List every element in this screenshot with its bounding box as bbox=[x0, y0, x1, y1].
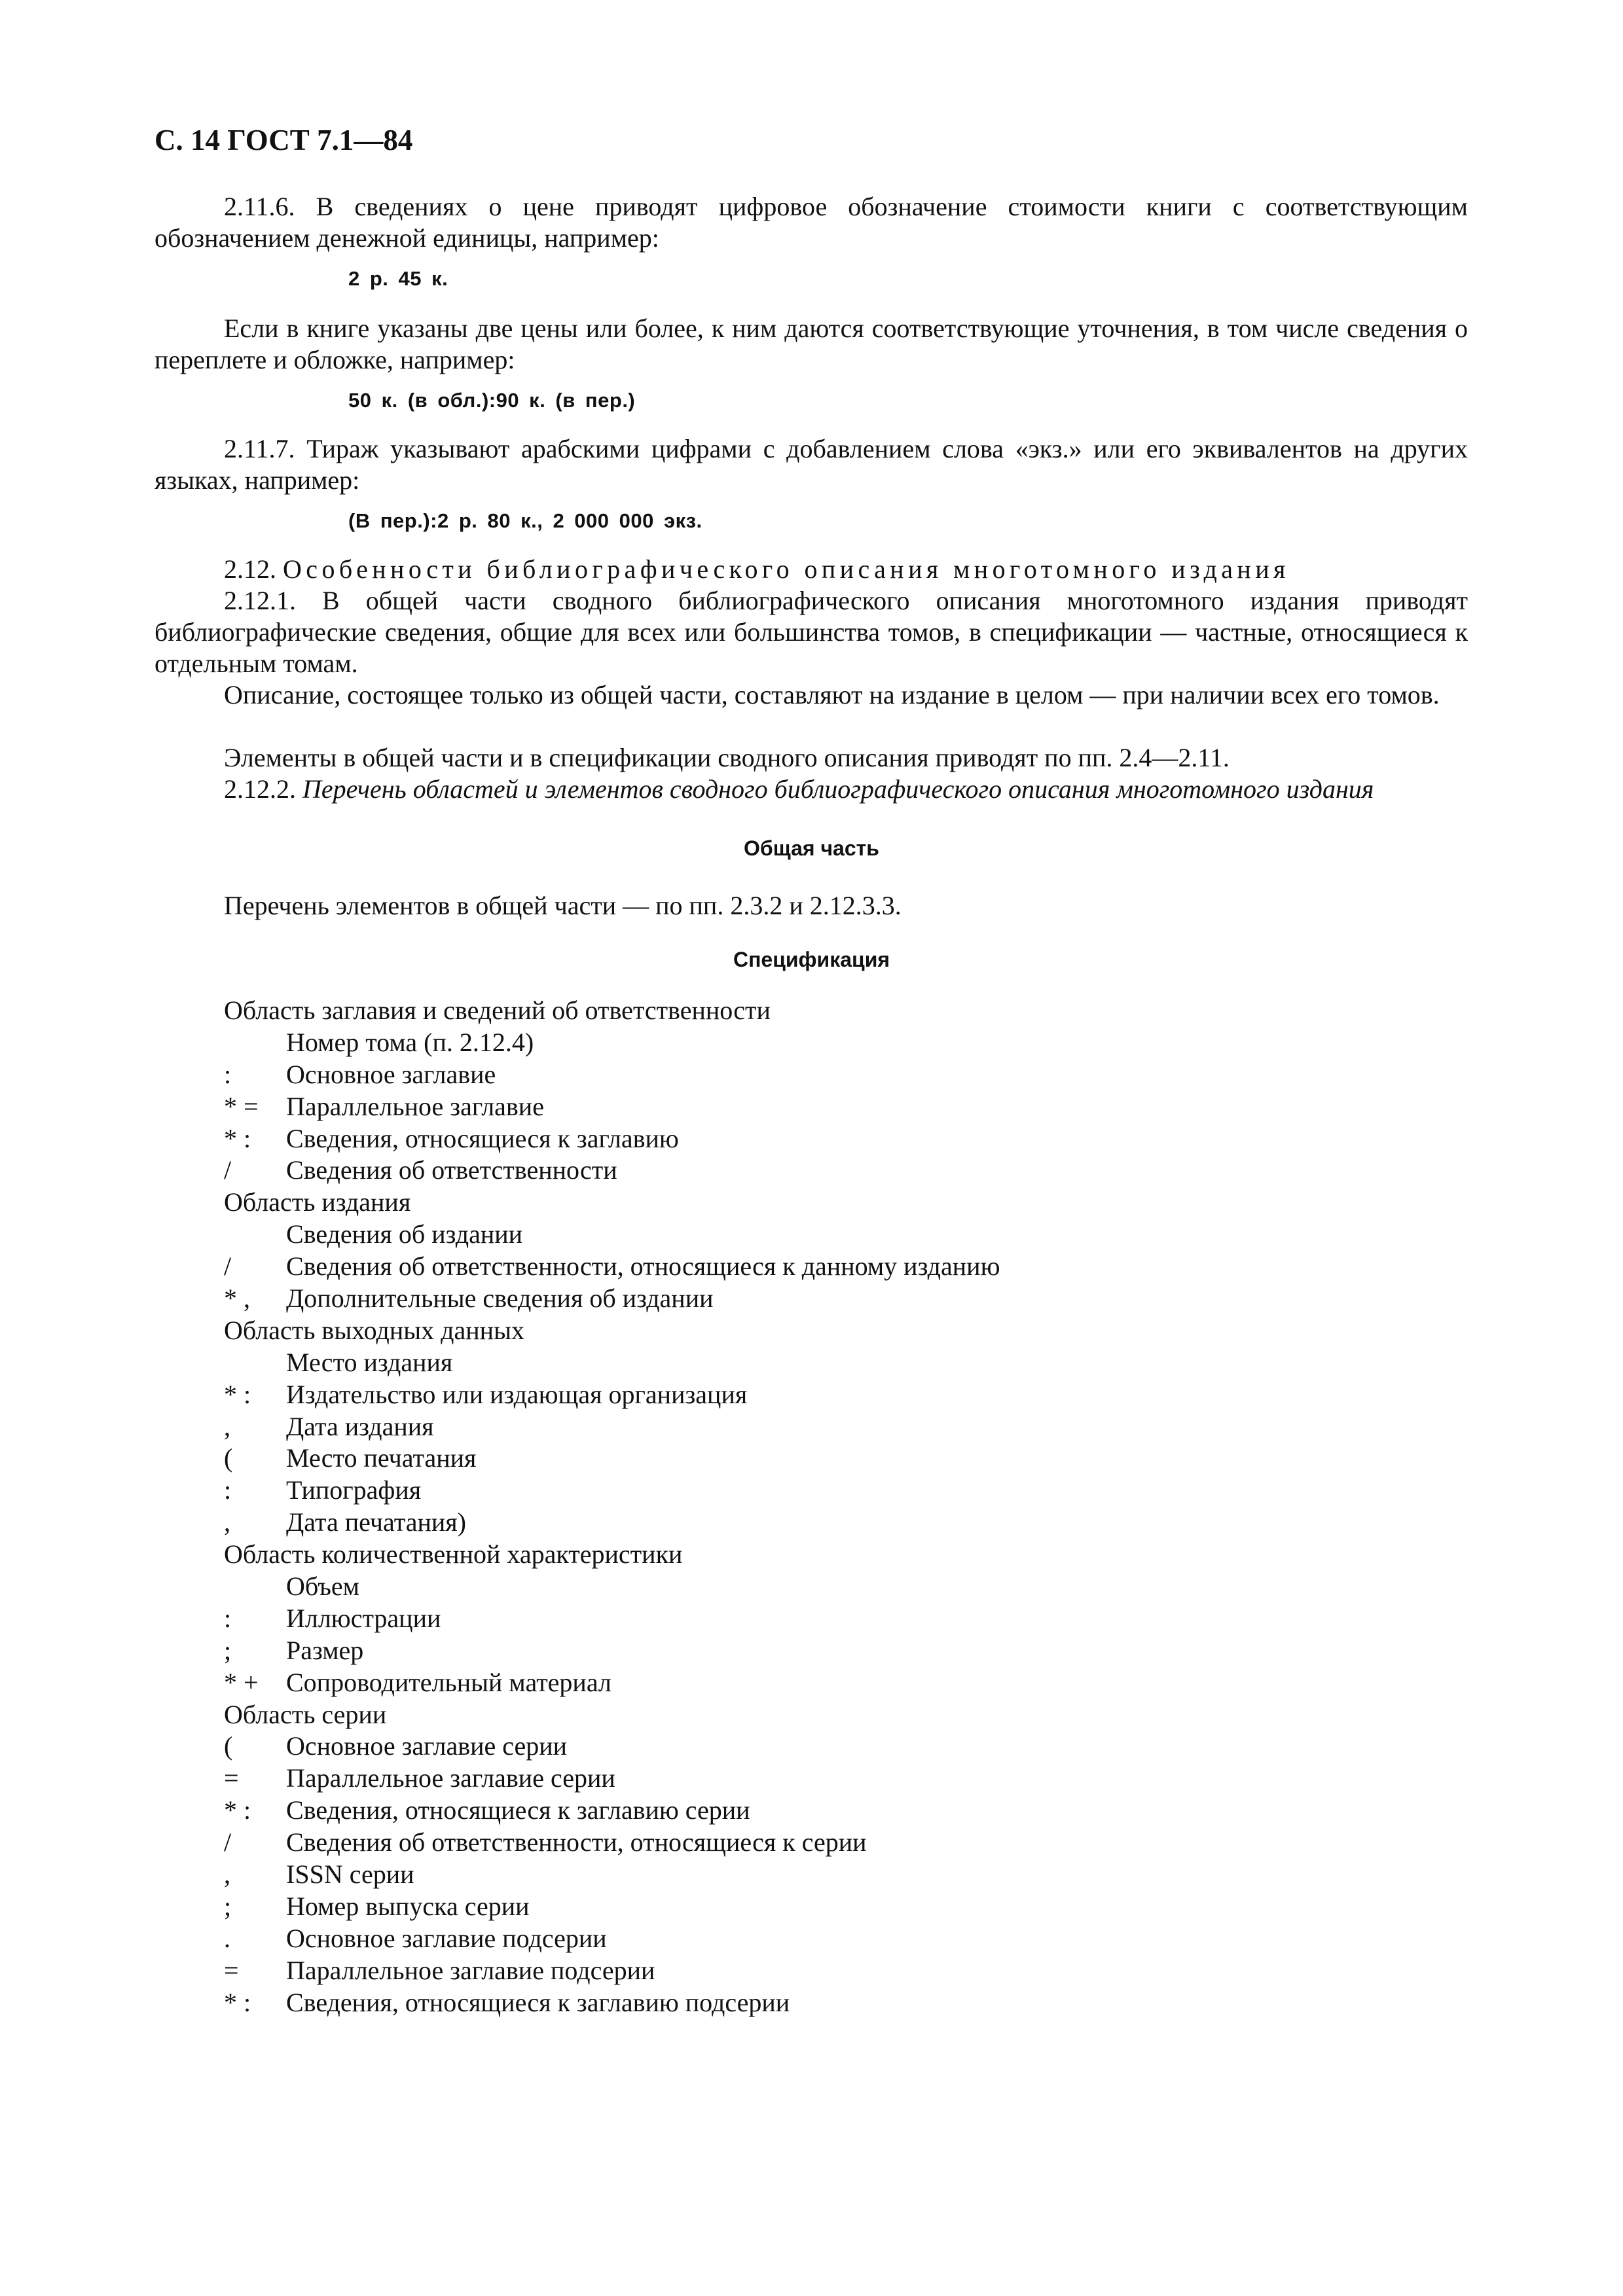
spec-element-text: Иллюстрации bbox=[286, 1603, 441, 1633]
spec-element-row bbox=[224, 1507, 1468, 1539]
spec-punctuation-mark: ; bbox=[224, 1635, 232, 1665]
spec-element-row bbox=[224, 1955, 1468, 1987]
spec-element-row bbox=[224, 1443, 1468, 1475]
spec-element-text: Номер тома (п. 2.12.4) bbox=[286, 1027, 534, 1057]
paragraph-general-list: Перечень элементов в общей части — по пп. 2.3.2 и 2.12.3.3. bbox=[224, 891, 902, 920]
paragraph-elements: Элементы в общей части и в спецификации сводного описания приводят по пп. 2.4—2.11. bbox=[224, 743, 1230, 772]
spec-punctuation-mark: / bbox=[224, 1155, 232, 1185]
spec-element-text: Сведения, относящиеся к заглавию серии bbox=[286, 1795, 750, 1825]
spec-element-text: Область серии bbox=[224, 1699, 387, 1729]
spec-element-text: Объем bbox=[286, 1571, 359, 1602]
spec-punctuation-mark: * : bbox=[224, 1987, 251, 2017]
spec-area-heading bbox=[224, 1187, 1468, 1219]
subheading-specification: Спецификация bbox=[733, 948, 890, 971]
spec-area-heading bbox=[224, 1539, 1468, 1571]
spec-element-text: Область издания bbox=[224, 1187, 411, 1217]
spec-element-text: Сопроводительный материал bbox=[286, 1667, 611, 1697]
spec-punctuation-mark: = bbox=[224, 1955, 239, 1985]
spec-element-row bbox=[224, 1027, 1468, 1059]
spec-punctuation-mark: ( bbox=[224, 1443, 233, 1473]
spec-element-text: Дата печатания) bbox=[286, 1507, 466, 1537]
spec-element-text: Сведения об издании bbox=[286, 1219, 523, 1249]
paragraph-two-prices: Если в книге указаны две цены или более, к ним даются соответствующие уточнения, в том числе сведения о переплете и обложке, например: bbox=[155, 314, 1468, 374]
paragraph-2-12-2-number: 2.12.2. bbox=[224, 774, 296, 804]
spec-punctuation-mark: * : bbox=[224, 1795, 251, 1825]
spec-punctuation-mark: ; bbox=[224, 1891, 232, 1921]
spec-element-row bbox=[224, 1987, 1468, 2019]
spec-element-row bbox=[224, 1603, 1468, 1635]
spec-element-row bbox=[224, 1091, 1468, 1123]
heading-2-12-title: Особенности библиографического описания многотомного издания bbox=[283, 554, 1290, 584]
spec-element-row bbox=[224, 1827, 1468, 1859]
spec-punctuation-mark: : bbox=[224, 1475, 232, 1505]
spec-element-text: Типография bbox=[286, 1475, 422, 1505]
subheading-general-part: Общая часть bbox=[744, 836, 879, 860]
spec-element-text: Параллельное заглавие bbox=[286, 1091, 544, 1121]
spec-element-text: Область выходных данных bbox=[224, 1315, 524, 1345]
spec-element-row bbox=[224, 1475, 1468, 1507]
spec-punctuation-mark: , bbox=[224, 1859, 230, 1890]
spec-element-row bbox=[224, 1635, 1468, 1667]
spec-element-text: Номер выпуска серии bbox=[286, 1891, 530, 1921]
spec-element-text: Место печатания bbox=[286, 1443, 477, 1473]
spec-punctuation-mark: / bbox=[224, 1827, 232, 1857]
spec-element-text: Дополнительные сведения об издании bbox=[286, 1283, 714, 1314]
spec-element-row bbox=[224, 1347, 1468, 1379]
page-header: С. 14 ГОСТ 7.1—84 bbox=[155, 124, 413, 156]
spec-element-row bbox=[224, 1411, 1468, 1443]
spec-element-text: ISSN серии bbox=[286, 1859, 414, 1890]
spec-element-text: Параллельное заглавие подсерии bbox=[286, 1955, 655, 1985]
spec-element-text: Основное заглавие bbox=[286, 1059, 496, 1089]
spec-punctuation-mark: * : bbox=[224, 1123, 251, 1153]
spec-element-row bbox=[224, 1219, 1468, 1251]
spec-element-row bbox=[224, 1155, 1468, 1187]
spec-punctuation-mark: * + bbox=[224, 1667, 259, 1697]
spec-punctuation-mark: / bbox=[224, 1251, 232, 1282]
example-two-prices: 50 к. (в обл.):90 к. (в пер.) bbox=[348, 389, 636, 412]
spec-element-row bbox=[224, 1059, 1468, 1091]
spec-element-text: Сведения, относящиеся к заглавию подсерии bbox=[286, 1987, 790, 2017]
spec-area-heading bbox=[224, 1699, 1468, 1731]
spec-punctuation-mark: * = bbox=[224, 1091, 259, 1121]
spec-element-text: Область количественной характеристики bbox=[224, 1539, 683, 1570]
spec-punctuation-mark: * : bbox=[224, 1379, 251, 1409]
paragraph-2-12-2-title: Перечень областей и элементов сводного библиографического описания многотомного издания bbox=[302, 774, 1374, 804]
paragraph-2-12-2 bbox=[155, 774, 1468, 805]
paragraph-2-11-7: 2.11.7. Тираж указывают арабскими цифрами с добавлением слова «экз.» или его эквивалентов на других языках, например: bbox=[155, 434, 1468, 495]
spec-element-row bbox=[224, 1251, 1468, 1283]
heading-2-12 bbox=[155, 554, 1468, 585]
spec-element-row bbox=[224, 1923, 1468, 1955]
spec-punctuation-mark: . bbox=[224, 1923, 230, 1953]
spec-element-text: Издательство или издающая организация bbox=[286, 1379, 748, 1409]
spec-area-heading bbox=[224, 1315, 1468, 1347]
spec-punctuation-mark: * , bbox=[224, 1283, 250, 1314]
spec-element-text: Дата издания bbox=[286, 1411, 434, 1441]
spec-element-row bbox=[224, 1795, 1468, 1827]
paragraph-description: Описание, состоящее только из общей части, составляют на издание в целом — при наличии всех его томов. bbox=[224, 680, 1440, 709]
spec-element-row bbox=[224, 1731, 1468, 1763]
spec-element-text: Размер bbox=[286, 1635, 364, 1665]
spec-element-text: Основное заглавие серии bbox=[286, 1731, 568, 1761]
spec-punctuation-mark: ( bbox=[224, 1731, 233, 1761]
spec-punctuation-mark: : bbox=[224, 1059, 232, 1089]
specification-list bbox=[224, 995, 1468, 2019]
paragraph-2-12-1: 2.12.1. В общей части сводного библиографического описания многотомного издания приводят библиографические сведения, общие для всех или большинства томов, в спецификации — частные, относящиеся к отдельным томам. bbox=[155, 586, 1468, 678]
heading-2-12-number: 2.12. bbox=[224, 554, 276, 584]
spec-punctuation-mark: = bbox=[224, 1763, 239, 1793]
spec-element-text: Сведения об ответственности bbox=[286, 1155, 617, 1185]
spec-element-row bbox=[224, 1859, 1468, 1891]
spec-element-row bbox=[224, 1891, 1468, 1923]
spec-punctuation-mark: : bbox=[224, 1603, 232, 1633]
spec-element-text: Сведения об ответственности, относящиеся к данному изданию bbox=[286, 1251, 1000, 1282]
spec-element-row bbox=[224, 1571, 1468, 1603]
spec-element-text: Сведения об ответственности, относящиеся к серии bbox=[286, 1827, 867, 1857]
spec-element-text: Основное заглавие подсерии bbox=[286, 1923, 607, 1953]
spec-punctuation-mark: , bbox=[224, 1411, 230, 1441]
spec-element-text: Параллельное заглавие серии bbox=[286, 1763, 615, 1793]
spec-punctuation-mark: , bbox=[224, 1507, 230, 1537]
spec-element-row bbox=[224, 1283, 1468, 1315]
spec-area-heading bbox=[224, 995, 1468, 1027]
paragraph-2-11-6: 2.11.6. В сведениях о цене приводят цифровое обозначение стоимости книги с соответствующим обозначением денежной единицы, например: bbox=[155, 192, 1468, 253]
example-circulation: (В пер.):2 р. 80 к., 2 000 000 экз. bbox=[348, 509, 702, 532]
example-price: 2 р. 45 к. bbox=[348, 267, 448, 290]
spec-element-row bbox=[224, 1667, 1468, 1699]
spec-element-row bbox=[224, 1123, 1468, 1155]
spec-element-text: Сведения, относящиеся к заглавию bbox=[286, 1123, 679, 1153]
spec-element-text: Место издания bbox=[286, 1347, 453, 1377]
spec-element-row bbox=[224, 1763, 1468, 1795]
spec-element-text: Область заглавия и сведений об ответственности bbox=[224, 996, 771, 1025]
spec-element-row bbox=[224, 1379, 1468, 1411]
